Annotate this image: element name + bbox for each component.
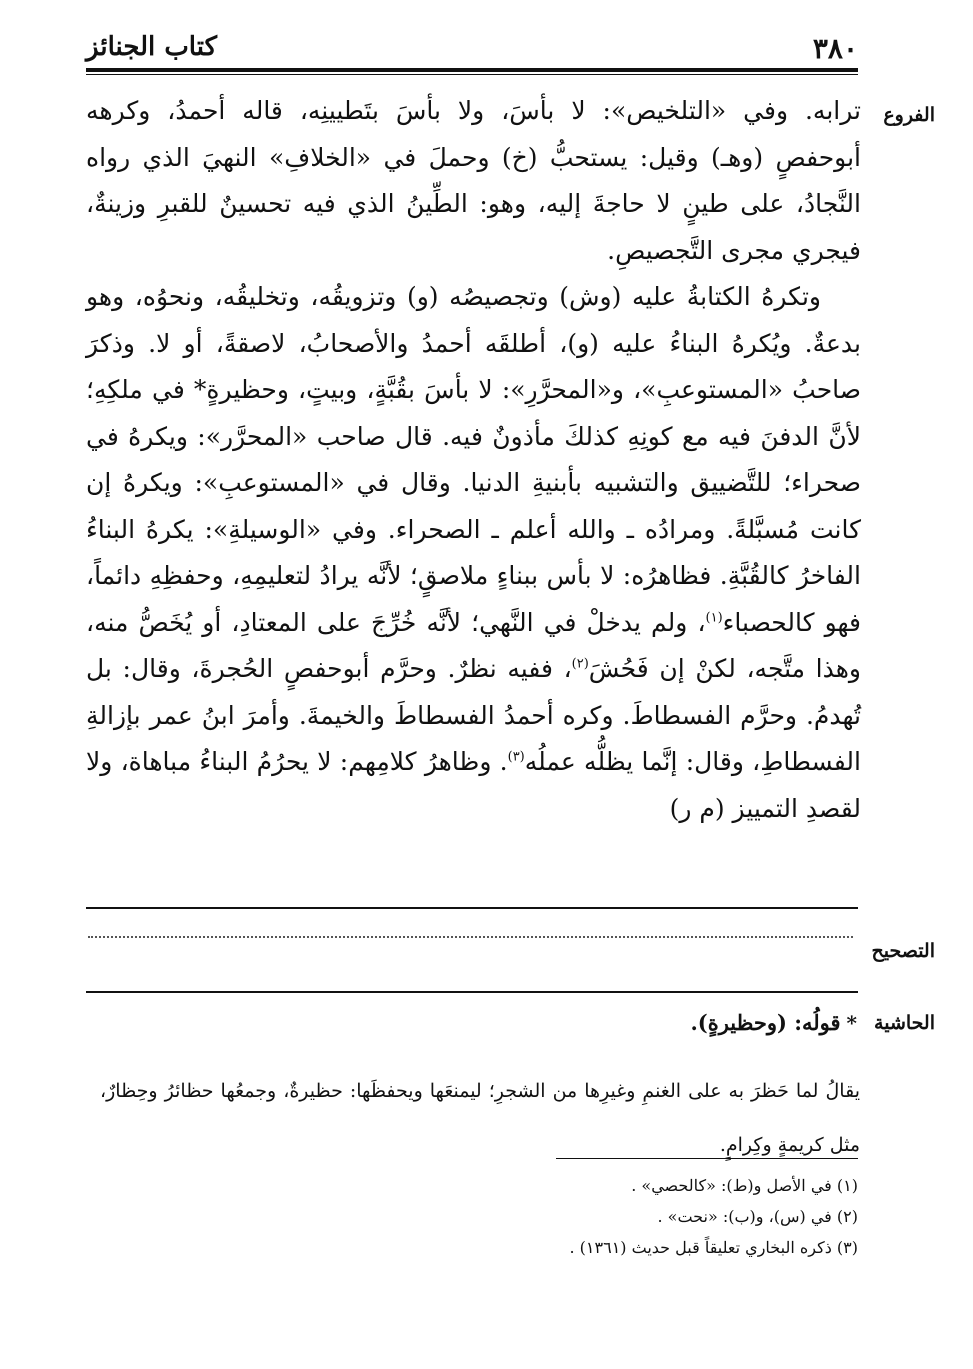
footnote-ref-2: (٢) — [571, 656, 589, 672]
tashih-dotted-line — [88, 936, 853, 938]
footnote-2: (٢) في (س)، و(ب): «نحت» . — [657, 1207, 858, 1226]
main-text-segment: . وظاهرُ كلامِهم: لا يحرُمُ البناءُ مباهاة، ولا لقصدِ التمييز (م ر) — [86, 747, 861, 823]
footnote-1: (١) في الأصل و(ط): «كالحصي» . — [631, 1176, 858, 1195]
main-text-rule — [86, 907, 858, 909]
margin-label-hashiya: الحاشية — [874, 1012, 935, 1034]
footnote-ref-1: (١) — [705, 610, 723, 626]
main-text-segment: وتكرهُ الكتابةُ عليه (وش) وتجصيصُه (و) وتزويقُه، وتخليقُه، ونحوُه، وهو بدعةٌ. ويُكرهُ البناءُ عليه (و)، أطلقَه أحمدُ والأصحابُ، لاصقةً، أو لا. وذكرَ صاحبُ «المستوعبِ»، و«المحرَّرِ»: لا بأسَ بقُبَّةٍ، وبيتٍ، وحظيرةٍ* في ملكِهِ؛ لأنَّ الدفنَ فيه مع كونِهِ كذلكَ مأذونٌ فيه. قال صاحب «المحرَّر»: ويكرهُ في صحراء؛ للتَّضييق والتشبيه بأبنيةِ الدنيا. وقال في «المستوعبِ»: ويكرهُ إن كانت مُسبَّلةً. ومرادُه ـ والله أعلم ـ الصحراء. وفي «الوسيلةِ»: يكرهُ البناءُ الفاخرُ كالقُبَّةِ. فظاهرُه: لا بأس ببناءٍ ملاصقٍ؛ لأنَّه يرادُ لتعليمِهِ، وحفظِهِ دائماً، فهو كالحصباء — [86, 282, 861, 637]
book-title: كتاب الجنائز — [86, 32, 217, 62]
footnote-rule — [556, 1158, 858, 1159]
asterisk-marker: * — [846, 1011, 857, 1035]
page-header — [86, 28, 858, 68]
hashiya-body — [100, 1064, 860, 1172]
margin-label-tashih: التصحيح — [871, 940, 935, 962]
footnotes — [338, 1170, 858, 1263]
hashiya-heading-text: قولُه: (وحظيرةٍ). — [690, 1010, 841, 1035]
header-rule — [86, 68, 858, 72]
page-number: ٣٨٠ — [812, 32, 858, 65]
main-text — [86, 88, 861, 832]
footnote-ref-3: (٣) — [507, 749, 525, 765]
footnote-3: (٣) ذكره البخاري تعليقاً قبل حديث (١٣٦١) . — [569, 1238, 858, 1257]
main-paragraph-1: ترابه. وفي «التلخيص»: لا بأسَ، ولا بأسَ بتَطيينِه، قاله أحمدُ، وكرهه أبوحفصٍ (وهـ) وقيل: يستحبُّ (خ) وحملَ في «الخلافِ» النهيَ الذي رواه النَّجادُ، على طينٍ لا حاجةَ إليه، وهو: الطِّينُ الذي فيه تحسينٌ للقبرِ وزينةٌ، فيجري مجرى التَّجصيصِ. — [86, 96, 861, 265]
main-text-segment: ، ففيه نظرٌ. وحرَّم أبوحفصٍ الحُجرةَ، وقال: بل تُهدمُ. وحرَّم الفسطاطَ. وكره أحمدُ الفسطاطَ والخيمةَ. وأمرَ ابنُ عمر بإزالةِ الفسطاطِ، وقال: إنَّما يظلُّه عملُه — [86, 654, 861, 776]
tashih-rule — [86, 991, 858, 993]
main-text-segment: ، ولم يدخلْ في النَّهي؛ لأنَّه خُرِّجَ على المعتادِ، أو يُخَصُّ منه، وهذا متَّجه، لكنْ إن فَحُشَ — [86, 607, 861, 683]
header-rule-thin — [86, 74, 858, 75]
margin-label-furu: الفروع — [883, 104, 935, 126]
hashiya-paragraph: يقالُ لما حَظرَ به على الغنمِ وغيرِها من الشجرِ؛ ليمنعَها ويحفظَها: حظيرةٌ، وجمعُها حظائرُ وحِظارٌ، مثل كريمةٍ وكِرامٍ. — [100, 1080, 860, 1156]
hashiya-heading — [690, 1010, 857, 1035]
main-paragraph-2 — [86, 274, 861, 832]
